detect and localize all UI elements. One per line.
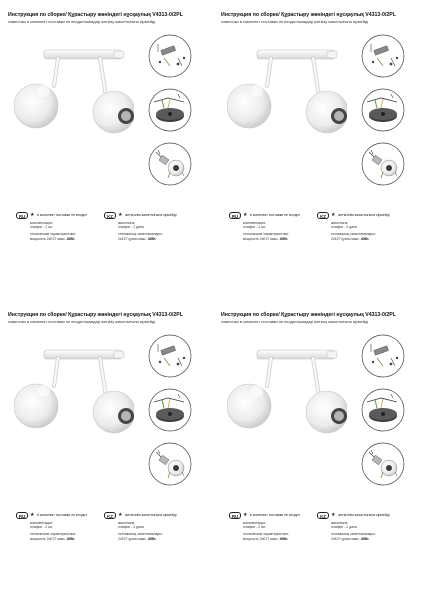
power-spec — [331, 237, 425, 241]
ceiling-spot-lamp-illustration — [14, 346, 134, 441]
language-code-badge: KZ — [317, 512, 329, 519]
language-code-badge: RU — [229, 512, 241, 519]
wiring-connection-detail-icon — [361, 88, 405, 132]
power-spec — [331, 537, 425, 541]
power-prefix: мощность 2хЕ27 макс. — [243, 236, 280, 241]
bracket-mounting-detail-icon — [361, 34, 405, 78]
specifications — [8, 213, 208, 263]
kit-label: комплектация: — [30, 521, 53, 525]
tech-label: технические характеристики: — [243, 232, 289, 237]
ceiling-spot-lamp-illustration — [227, 46, 347, 141]
power-prefix: 2хЕ27 қуаты макс. — [118, 236, 148, 241]
star-icon: ★ — [331, 212, 336, 218]
specs-kz — [107, 512, 212, 541]
tech-label: технические характеристики: — [30, 532, 76, 537]
power-prefix: мощность 2хЕ27 макс. — [30, 236, 67, 241]
power-spec — [30, 537, 128, 541]
sheet-title: Инструкция по сборке/ Құрастыру жөніндегі нұсқаулық V4313-0/2PL — [221, 312, 396, 318]
power-spec — [243, 237, 341, 241]
power-value: 40Вт. — [66, 536, 76, 541]
specs-kz — [320, 212, 425, 241]
wiring-connection-detail-icon — [148, 88, 192, 132]
wiring-connection-detail-icon — [361, 388, 405, 432]
tech-label: технические характеристики: — [243, 532, 289, 537]
not-included-note: в комплект поставки не входит — [37, 513, 88, 517]
instruction-sheet — [0, 0, 212, 300]
power-value: 40Вт. — [279, 536, 289, 541]
sheet-subtitle: лампочки в комплект поставки не входят/шамдар жеткізу жиынтығына кірмейді — [221, 19, 369, 24]
bracket-mounting-detail-icon — [148, 34, 192, 78]
kit-label: жиынтығы: — [331, 521, 349, 525]
shade-installation-detail-icon — [361, 142, 405, 186]
kit-value: плафон - 2 шт. — [30, 225, 53, 230]
not-included-note: в комплект поставки не входит — [37, 213, 88, 217]
power-spec — [30, 237, 128, 241]
star-icon: ★ — [118, 212, 123, 218]
specs-kz — [320, 512, 425, 541]
kit-label: комплектация: — [243, 221, 266, 225]
kit-value: плафон - 2 дана — [118, 225, 144, 230]
power-prefix: 2хЕ27 қуаты макс. — [331, 536, 361, 541]
kit-value: плафон - 2 шт. — [30, 525, 53, 530]
tech-label: техникалық сипаттамалары: — [331, 532, 376, 537]
not-included-note: жеткізілім жиынтығына кірмейді — [338, 513, 390, 517]
power-value: 40Вт. — [279, 236, 289, 241]
kit-value: плафон - 2 шт. — [243, 525, 266, 530]
bracket-mounting-detail-icon — [361, 334, 405, 378]
tech-label: техникалық сипаттамалары: — [118, 532, 163, 537]
power-prefix: 2хЕ27 қуаты макс. — [118, 536, 148, 541]
sheet-subtitle: лампочки в комплект поставки не входят/шамдар жеткізу жиынтығына кірмейді — [8, 19, 156, 24]
kit-value: плафон - 2 дана — [331, 525, 357, 530]
power-value: 40Вт. — [66, 236, 76, 241]
star-icon: ★ — [331, 512, 336, 518]
power-value: 40Вт. — [147, 236, 157, 241]
sheet-subtitle: лампочки в комплект поставки не входят/шамдар жеткізу жиынтығына кірмейді — [8, 319, 156, 324]
language-code-badge: KZ — [104, 212, 116, 219]
kit-label: жиынтығы: — [331, 221, 349, 225]
sheet-title: Инструкция по сборке/ Құрастыру жөніндегі нұсқаулық V4313-0/2PL — [221, 12, 396, 18]
power-spec — [118, 537, 212, 541]
kit-label: комплектация: — [30, 221, 53, 225]
not-included-note: жеткізілім жиынтығына кірмейді — [338, 213, 390, 217]
power-spec — [118, 237, 212, 241]
kit-label: комплектация: — [243, 521, 266, 525]
not-included-note: в комплект поставки не входит — [250, 213, 301, 217]
tech-label: техникалық сипаттамалары: — [118, 232, 163, 237]
ceiling-spot-lamp-illustration — [14, 46, 134, 141]
power-value: 40Вт. — [147, 536, 157, 541]
instruction-sheet — [0, 300, 212, 600]
sheet-title: Инструкция по сборке/ Құрастыру жөніндегі нұсқаулық V4313-0/2PL — [8, 12, 183, 18]
instruction-sheet — [213, 0, 425, 300]
shade-installation-detail-icon — [148, 142, 192, 186]
power-spec — [243, 537, 341, 541]
power-prefix: мощность 2хЕ27 макс. — [30, 536, 67, 541]
kit-value: плафон - 2 дана — [118, 525, 144, 530]
ceiling-spot-lamp-illustration — [227, 346, 347, 441]
instruction-sheet — [213, 300, 425, 600]
specifications — [221, 513, 421, 563]
wiring-connection-detail-icon — [148, 388, 192, 432]
shade-installation-detail-icon — [148, 442, 192, 486]
specifications — [8, 513, 208, 563]
star-icon: ★ — [30, 512, 35, 518]
language-code-badge: KZ — [104, 512, 116, 519]
specifications — [221, 213, 421, 263]
star-icon: ★ — [30, 212, 35, 218]
kit-value: плафон - 2 дана — [331, 225, 357, 230]
sheet-title: Инструкция по сборке/ Құрастыру жөніндегі нұсқаулық V4313-0/2PL — [8, 312, 183, 318]
power-value: 40Вт. — [360, 536, 370, 541]
star-icon: ★ — [243, 512, 248, 518]
kit-label: жиынтығы: — [118, 221, 136, 225]
star-icon: ★ — [243, 212, 248, 218]
tech-label: техникалық сипаттамалары: — [331, 232, 376, 237]
language-code-badge: RU — [16, 212, 28, 219]
language-code-badge: KZ — [317, 212, 329, 219]
not-included-note: жеткізілім жиынтығына кірмейді — [125, 213, 177, 217]
language-code-badge: RU — [229, 212, 241, 219]
not-included-note: в комплект поставки не входит — [250, 513, 301, 517]
power-prefix: мощность 2хЕ27 макс. — [243, 536, 280, 541]
specs-kz — [107, 212, 212, 241]
power-prefix: 2хЕ27 қуаты макс. — [331, 236, 361, 241]
shade-installation-detail-icon — [361, 442, 405, 486]
star-icon: ★ — [118, 512, 123, 518]
kit-value: плафон - 2 шт. — [243, 225, 266, 230]
language-code-badge: RU — [16, 512, 28, 519]
power-value: 40Вт. — [360, 236, 370, 241]
kit-label: жиынтығы: — [118, 521, 136, 525]
not-included-note: жеткізілім жиынтығына кірмейді — [125, 513, 177, 517]
tech-label: технические характеристики: — [30, 232, 76, 237]
bracket-mounting-detail-icon — [148, 334, 192, 378]
sheet-subtitle: лампочки в комплект поставки не входят/шамдар жеткізу жиынтығына кірмейді — [221, 319, 369, 324]
